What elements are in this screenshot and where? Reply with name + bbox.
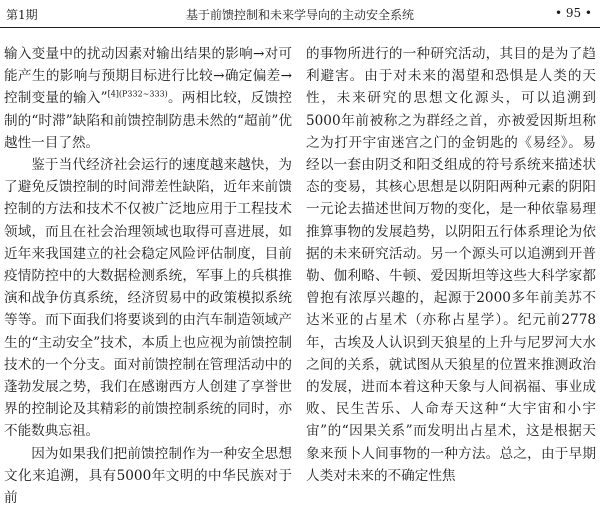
issue-number: 第1期: [6, 8, 38, 22]
header-rule: [0, 27, 600, 28]
running-header: [0, 0, 600, 24]
running-title: 基于前馈控制和未来学导向的主动安全系统: [185, 8, 414, 22]
paragraph: [4, 43, 292, 154]
paragraph-text: 。两相比较，反馈控制的“时滞”缺陷和前馈控制防患未然的“超前”优越性一目了然。: [4, 90, 293, 151]
paragraph: 因为如果我们把前馈控制作为一种安全思想文化来追溯，具有5000年文明的中华民族对于前: [4, 445, 292, 507]
paragraph: 鉴于当代经济社会运行的速度越来越快，为了避免反馈控制的时间滞差性缺陷，近年来前馈控制的方法和技术不仅被广泛地应用于工程技术领域，而且在社会治理领域也取得可喜进展，如近年来我国建立的社会稳定风险评估制度，目前疫情防控中的大数据检测系统，军事上的兵棋推演和战争仿真系统，经济贸易中的政策模拟系统等等。而下面我们将要谈到的由汽车制造领域产生的“主动安全”技术，本质上也应视为前馈控制技术的一个分支。面对前馈控制在管理活动中的蓬勃发展之势，我们在感谢西方人创建了享誉世界的控制论及其精彩的前馈控制系统的同时，亦不能数典忘祖。: [4, 157, 292, 440]
right-column: [306, 43, 596, 487]
paragraph: 的事物所进行的一种研究活动，其目的是为了趋利避害。由于对未来的渴望和恐惧是人类的天性，未来研究的思想文化源头，可以追溯到5000年前被称之为群经之首，亦被爱因斯坦称之为打开宇宙迷宫之门的金钥匙的《易经》。易经以一套由阴爻和阳爻组成的符号系统来描述状态的变易，其核心思想是以阴阳两种元素的阴阳一元论去描述世间万物的变化，是一种依靠易理推算事物的发展趋势，以阴阳五行体系理论为依据的未来研究活动。另一个源头可以追溯到开普勒、伽利略、牛顿、爱因斯坦等这些大科学家都曾抱有浓厚兴趣的，起源于2000多年前美苏不达米亚的占星术（亦称占星学）。纪元前2778年，古埃及人认识到天狼星的上升与尼罗河大水之间的关系，就试图从天狼星的位置来推测政治的发展，进而本着这种天象与人间祸福、事业成败、民生苦乐、人命寿天这种“大宇宙和小宇宙”的“因果关系”而发明出占星术，这是根据天象来预卜人间事物的一种方法。总之，由于早期人类对未来的不确定性焦: [306, 46, 596, 484]
page-number: • 95 •: [554, 6, 592, 20]
paragraph-text: 输入变量中的扰动因素对输出结果的影响→对可能产生的影响与预期目标进行比较→确定偏差→控制变量的输入”: [4, 46, 292, 107]
citation-reference: [4](P332~333): [107, 89, 168, 99]
left-column: [4, 43, 292, 509]
